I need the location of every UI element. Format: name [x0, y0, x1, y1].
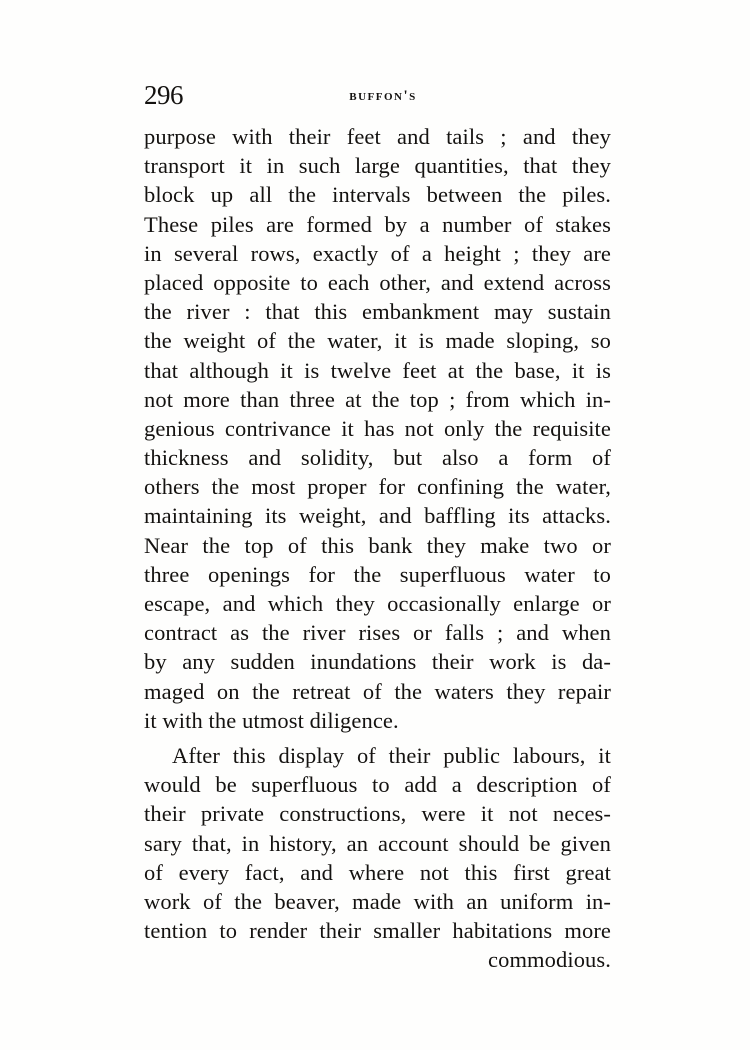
- paragraph-2: [144, 741, 611, 975]
- text-line: three openings for the superfluous water to: [144, 561, 611, 587]
- text-line: maintaining its weight, and baffling its attacks.: [144, 503, 611, 529]
- text-line: Near the top of this bank they make two or: [144, 532, 611, 558]
- text-line: the weight of the water, it is made sloping, so: [144, 328, 611, 354]
- text-line: others the most proper for confining the water,: [144, 474, 611, 500]
- paragraph-1: [144, 122, 611, 735]
- text-line: commodious.: [488, 947, 611, 973]
- page-number: 296: [144, 80, 183, 110]
- text-line: These piles are formed by a number of stakes: [144, 211, 611, 237]
- text-line: work of the beaver, made with an uniform in-: [144, 888, 611, 914]
- text-line: After this display of their public labours, it: [172, 742, 611, 768]
- text-line: tention to render their smaller habitations more: [144, 918, 611, 944]
- text-line: transport it in such large quantities, that they: [144, 153, 611, 179]
- text-line: contract as the river rises or falls ; and when: [144, 620, 611, 646]
- text-line: sary that, in history, an account should be given: [144, 830, 611, 856]
- text-line: the river : that this embankment may sustain: [144, 299, 611, 325]
- text-line: would be superfluous to add a description of: [144, 772, 611, 798]
- text-line: by any sudden inundations their work is da-: [144, 649, 611, 675]
- text-line: placed opposite to each other, and extend across: [144, 269, 611, 295]
- text-line: maged on the retreat of the waters they repair: [144, 678, 611, 704]
- text-line: that although it is twelve feet at the base, it is: [144, 357, 611, 383]
- text-line: escape, and which they occasionally enlarge or: [144, 591, 611, 616]
- text-line: genious contrivance it has not only the requisite: [144, 415, 611, 441]
- text-line: not more than three at the top ; from which in-: [144, 386, 611, 412]
- text-line: in several rows, exactly of a height ; they are: [144, 240, 611, 266]
- text-line: of every fact, and where not this first great: [144, 859, 611, 885]
- text-line: it with the utmost diligence.: [144, 707, 399, 733]
- running-title: buffon's: [349, 88, 417, 104]
- body-text: [144, 122, 611, 974]
- text-line: block up all the intervals between the piles.: [144, 182, 611, 208]
- running-head: [144, 78, 612, 112]
- text-line: thickness and solidity, but also a form of: [144, 445, 611, 471]
- text-line: their private constructions, were it not neces-: [144, 801, 611, 827]
- text-line: purpose with their feet and tails ; and they: [144, 124, 611, 149]
